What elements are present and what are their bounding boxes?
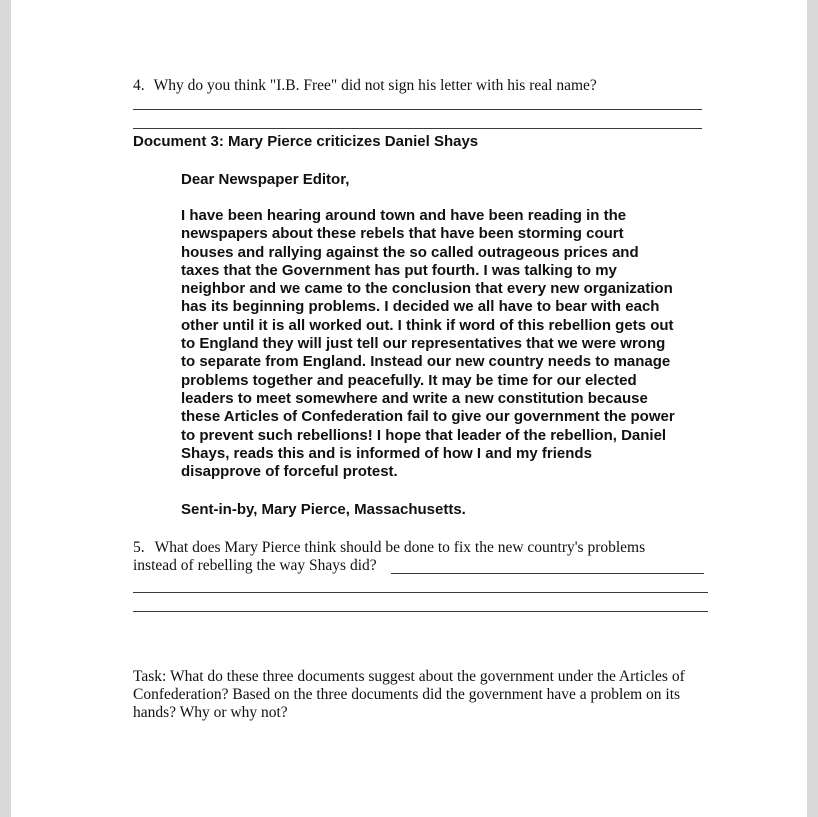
task-line: Task: What do these three documents suggest about the government under the Articles of (133, 668, 685, 685)
question-4-number: 4. (133, 77, 145, 94)
answer-line-5b (133, 592, 708, 593)
answer-line-4b (133, 128, 702, 129)
document-3-heading: Document 3: Mary Pierce criticizes Daniel Shays (133, 133, 479, 150)
letter-line: these Articles of Confederation fail to give our government the power (181, 408, 675, 426)
letter-line: other until it is all worked out. I think if word of this rebellion gets out (181, 316, 674, 334)
answer-line-5a (391, 573, 704, 574)
letter-line: newspapers about these rebels that have been storming court (181, 225, 624, 243)
worksheet-page (11, 0, 807, 817)
question-4 (133, 77, 597, 95)
letter-salutation: Dear Newspaper Editor, (181, 171, 350, 188)
letter-line: disapprove of forceful protest. (181, 463, 398, 481)
letter-line: taxes that the Government has put fourth. I was talking to my (181, 261, 617, 279)
letter-line: Shays, reads this and is informed of how I and my friends (181, 444, 592, 462)
question-5-number: 5. (133, 539, 145, 556)
letter-signature: Sent-in-by, Mary Pierce, Massachusetts. (181, 501, 466, 518)
letter-body (181, 207, 675, 481)
letter-line: houses and rallying against the so called outrageous prices and (181, 243, 639, 261)
letter-line: has its beginning problems. I decided we all have to bear with each (181, 298, 660, 316)
letter-line: to England they will just tell our representatives that we were wrong (181, 335, 666, 353)
question-5 (133, 539, 645, 557)
question-5-line2: instead of rebelling the way Shays did? (133, 557, 377, 574)
task-line: hands? Why or why not? (133, 704, 288, 721)
question-4-text: Why do you think "I.B. Free" did not sign his letter with his real name? (153, 77, 597, 94)
letter-line: to separate from England. Instead our new country needs to manage (181, 353, 671, 371)
answer-line-5c (133, 611, 708, 612)
question-5-line1: What does Mary Pierce think should be done to fix the new country's problems (154, 539, 646, 556)
letter-line: problems together and peacefully. It may be time for our elected (181, 371, 637, 389)
task-line: Confederation? Based on the three documents did the government have a problem on its (133, 686, 681, 703)
letter-line: I have been hearing around town and have been reading in the (181, 207, 627, 224)
letter-line: leaders to meet somewhere and write a new constitution because (181, 389, 648, 407)
answer-line-4a (133, 109, 702, 110)
letter-line: neighbor and we came to the conclusion that every new organization (181, 280, 673, 298)
letter-line: to prevent such rebellions! I hope that leader of the rebellion, Daniel (181, 426, 667, 444)
